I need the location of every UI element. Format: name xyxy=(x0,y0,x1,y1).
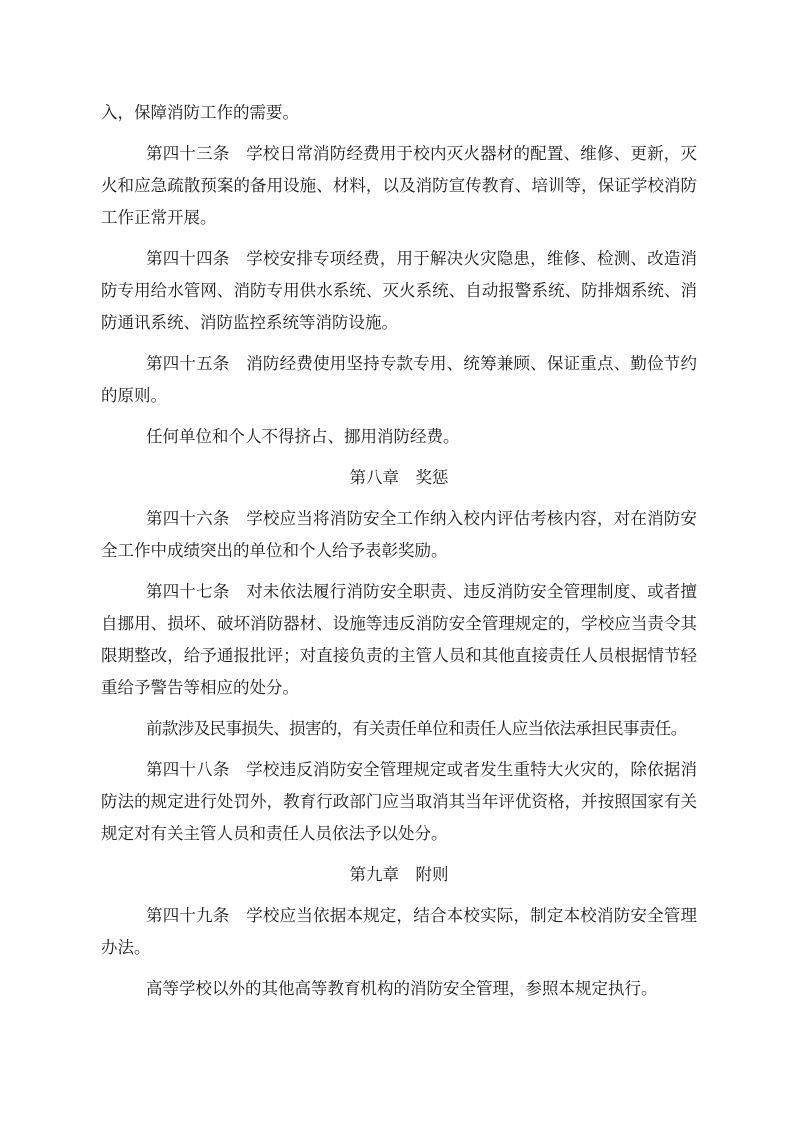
article-45: 第四十五条 消防经费使用坚持专款专用、统筹兼顾、保证重点、勤俭节约的原则。 xyxy=(101,354,697,405)
chapter-8-heading: 第八章 奖惩 xyxy=(349,468,449,487)
article-43: 第四十三条 学校日常消防经费用于校内灭火器材的配置、维修、更新，灭火和应急疏散预案的备用设施、材料，以及消防宣传教育、培训等，保证学校消防工作正常开展。 xyxy=(101,144,697,227)
paragraph-article-47-supplement: 前款涉及民事损失、损害的，有关责任单位和责任人应当依法承担民事责任。 xyxy=(146,719,687,738)
article-48: 第四十八条 学校违反消防安全管理规定或者发生重特大火灾的，除依据消防法的规定进行处罚外，教育行政部门应当取消其当年评优资格，并按照国家有关规定对有关主管人员和责任人员依法予以处分。 xyxy=(101,760,697,843)
article-47: 第四十七条 对未依法履行消防安全职责、违反消防安全管理制度、或者擅自挪用、损坏、破坏消防器材、设施等违反消防安全管理规定的，学校应当责令其限期整改，给予通报批评；对直接负责的主管人员和其他直接责任人员根据情节轻重给予警告等相应的处分。 xyxy=(101,582,697,697)
chapter-9-heading: 第九章 附则 xyxy=(349,865,449,884)
article-44: 第四十四条 学校安排专项经费，用于解决火灾隐患，维修、检测、改造消防专用给水管网、消防专用供水系统、灭火系统、自动报警系统、防排烟系统、消防通讯系统、消防监控系统等消防设施。 xyxy=(101,249,697,332)
article-46: 第四十六条 学校应当将消防安全工作纳入校内评估考核内容，对在消防安全工作中成绩突出的单位和个人给予表彰奖励。 xyxy=(101,509,697,560)
paragraph-continuation: 入，保障消防工作的需要。 xyxy=(101,103,299,122)
paragraph-article-49-supplement: 高等学校以外的其他高等教育机构的消防安全管理，参照本规定执行。 xyxy=(146,979,658,998)
article-49: 第四十九条 学校应当依据本规定，结合本校实际，制定本校消防安全管理办法。 xyxy=(101,906,697,957)
paragraph-article-45-supplement: 任何单位和个人不得挤占、挪用消防经费。 xyxy=(146,427,460,446)
